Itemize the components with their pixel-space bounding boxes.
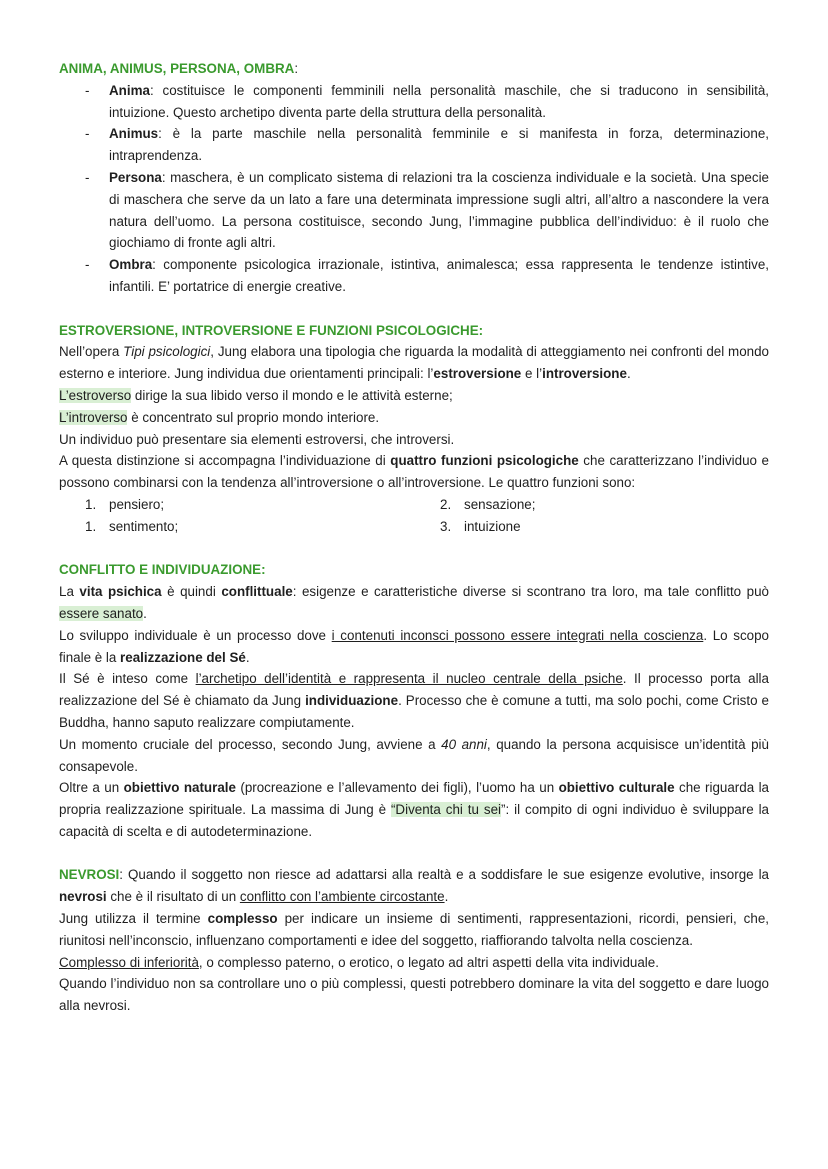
text: . Lo scopo finale è la: [59, 627, 769, 665]
paragraph-complesso: [59, 908, 769, 952]
item-label: pensiero;: [109, 496, 165, 512]
section-heading-extroversion: ESTROVERSIONE, INTROVERSIONE E FUNZIONI PSICOLOGICHE:: [59, 322, 484, 338]
term-obiettivo-culturale: obiettivo culturale: [558, 780, 675, 796]
text: Il Sé è inteso come: [59, 671, 196, 687]
list-item: [414, 516, 769, 538]
underlined-text: l’archetipo dell’identità e rappresenta il nucleo centrale della psiche: [195, 671, 623, 687]
heading-colon: :: [294, 61, 299, 76]
section-heading-conflitto: CONFLITTO E INDIVIDUAZIONE:: [59, 562, 266, 578]
document-page: [59, 58, 769, 1017]
paragraph-momento-cruciale: [59, 734, 769, 778]
text: Lo sviluppo individuale è un processo dove: [59, 627, 332, 643]
term-nevrosi: nevrosi: [59, 889, 107, 905]
text: .: [245, 649, 250, 665]
term-anima: Anima: [109, 82, 150, 98]
list-item-persona: [109, 167, 769, 254]
term-persona: Persona: [109, 169, 162, 185]
text: .: [444, 889, 449, 905]
italic-40-anni: 40 anni: [441, 736, 487, 752]
text: per indicare un insieme di sentimenti, rappresentazioni, ricordi, pensieri, che, riunitosi nell’inconscio, influenzano comportamenti e idee del soggetto, riaffiorando talvolta nella coscienza.: [59, 911, 769, 948]
underlined-text: i contenuti inconsci possono essere integrati nella coscienza: [331, 627, 704, 643]
paragraph-controllo: Quando l’individuo non sa controllare uno o più complessi, questi potrebbero dominare la vita del soggetto e dare luogo alla nevrosi.: [59, 976, 769, 1014]
functions-column-left: [59, 494, 414, 538]
text: (procreazione e l’allevamento dei figli), l’uomo ha un: [235, 780, 559, 796]
list-item-ombra: [109, 254, 769, 298]
text: , Jung elabora una tipologia che riguarda la modalità di atteggiamento nei confronti del mondo esterno e interiore. Jung individua due orientamenti principali: l’: [59, 344, 769, 382]
text: che riguarda la propria realizzazione spirituale. La massima di Jung è: [59, 780, 769, 818]
list-item: [59, 494, 414, 516]
text: , o complesso paterno, o erotico, o legato ad altri aspetti della vita individuale.: [198, 954, 659, 970]
highlight-estroverso: L’estroverso: [59, 387, 132, 403]
definition-ombra: : componente psicologica irrazionale, istintiva, animalesca; essa rappresenta le tendenze istintive, infantili. E’ portatrice di energie creative.: [109, 257, 769, 294]
text: Un momento cruciale del processo, secondo Jung, avviene a: [59, 736, 442, 752]
text: .: [143, 605, 147, 621]
archetype-list: [59, 80, 769, 298]
paragraph-quattro-funzioni: [59, 450, 769, 494]
section-heading-archetypes: [59, 58, 769, 80]
term-introversione: introversione: [542, 366, 627, 382]
term-realizzazione: realizzazione del Sé: [120, 649, 246, 665]
definition-animus: : è la parte maschile nella personalità femminile e si manifesta in forza, determinazione, intraprendenza.: [109, 126, 769, 164]
paragraph-individuo: Un individuo può presentare sia elementi estroversi, che introversi.: [59, 431, 455, 447]
paragraph-estroverso: [59, 385, 769, 407]
term-complesso: complesso: [207, 911, 278, 927]
item-label: intuizione: [464, 518, 521, 534]
text: A questa distinzione si accompagna l’individuazione di: [59, 453, 391, 469]
term-animus: Animus: [109, 126, 159, 142]
definition-anima: : costituisce le componenti femminili nella personalità maschile, che si traducono in sensibilità, intuizione. Questo archetipo diventa parte della struttura della personalità.: [109, 82, 769, 120]
item-number: 1.: [85, 496, 97, 512]
text: e l’: [521, 366, 543, 382]
term-ombra: Ombra: [109, 257, 153, 273]
term-individuazione: individuazione: [305, 693, 399, 709]
list-item: [414, 494, 769, 516]
item-number: 1.: [85, 518, 97, 534]
term-quattro-funzioni: quattro funzioni psicologiche: [390, 453, 579, 469]
text: è concentrato sul proprio mondo interiore.: [127, 409, 380, 425]
highlight-essere-sanato: essere sanato: [59, 605, 144, 621]
section-spacer: [59, 843, 769, 865]
paragraph-vita-psichica: [59, 581, 769, 625]
section-heading-nevrosi: NEVROSI: [59, 867, 120, 883]
item-label: sensazione;: [464, 496, 536, 512]
text: .: [626, 366, 631, 382]
term-vita-psichica: vita psichica: [79, 584, 162, 600]
paragraph-se: [59, 668, 769, 733]
paragraph-inferiorita: [59, 952, 769, 974]
underlined-text: conflitto con l’ambiente circostante: [239, 889, 445, 905]
text: Nell’opera: [59, 344, 124, 360]
book-title: Tipi psicologici: [123, 344, 211, 360]
term-conflittuale: conflittuale: [221, 584, 293, 600]
section-spacer: [59, 298, 769, 320]
paragraph-obiettivi: [59, 777, 769, 842]
list-item-animus: [109, 123, 769, 167]
list-item: [59, 516, 414, 538]
text: è quindi: [161, 584, 222, 600]
item-number: 3.: [440, 518, 452, 534]
term-estroversione: estroversione: [433, 366, 522, 382]
underlined-text: Complesso di inferiorità: [59, 954, 199, 970]
highlight-massima: “Diventa chi tu sei: [390, 802, 502, 818]
text: che caratterizzano l’individuo e possono combinarsi con la tendenza all’introversione o all’introversione. Le quattro funzioni sono:: [59, 453, 769, 491]
text: dirige la sua libido verso il mondo e le attività esterne;: [131, 387, 453, 403]
list-item-anima: [109, 80, 769, 124]
paragraph-introverso: [59, 407, 769, 429]
text: Jung utilizza il termine: [59, 911, 208, 927]
text: ”: il compito di ogni individuo è sviluppare la capacità di scelta e di autodeterminazione.: [59, 802, 769, 839]
paragraph-sviluppo: [59, 625, 769, 669]
item-label: sentimento;: [109, 518, 179, 534]
text: : Quando il soggetto non riesce ad adattarsi alla realtà e a soddisfare le sue esigenze evolutive, insorge la: [119, 867, 769, 883]
functions-list: [59, 494, 769, 538]
paragraph-nevrosi: [59, 864, 769, 908]
functions-column-right: [414, 494, 769, 538]
term-obiettivo-naturale: obiettivo naturale: [123, 780, 236, 796]
heading-text: ANIMA, ANIMUS, PERSONA, OMBRA: [59, 61, 295, 76]
highlight-introverso: L’introverso: [59, 409, 128, 425]
text: , quando la persona acquisisce un’identità più consapevole.: [59, 736, 769, 774]
text: . Il processo porta alla realizzazione del Sé è chiamato da Jung: [59, 671, 769, 709]
definition-persona: : maschera, è un complicato sistema di relazioni tra la coscienza individuale e la società. Una specie di maschera che serve da un lato a fare una determinata impressione sugli altri, all’altro a nascondere la vera natura dell’uomo. La persona costituisce, secondo Jung, l’immagine pubblica dell’individuo: è il ruolo che giochiamo di fronte agli altri.: [109, 169, 769, 251]
text: La: [59, 584, 80, 600]
item-number: 2.: [440, 496, 452, 512]
text: Oltre a un: [59, 780, 124, 796]
text: che è il risultato di un: [106, 889, 240, 905]
section-spacer: [59, 538, 769, 560]
text: : esigenze e caratteristiche diverse si scontrano tra loro, ma tale conflitto può: [292, 584, 769, 600]
paragraph-tipi-psicologici: [59, 341, 769, 385]
text: . Processo che è comune a tutti, ma solo pochi, come Cristo e Buddha, hanno saputo realizzare compiutamente.: [59, 693, 769, 730]
